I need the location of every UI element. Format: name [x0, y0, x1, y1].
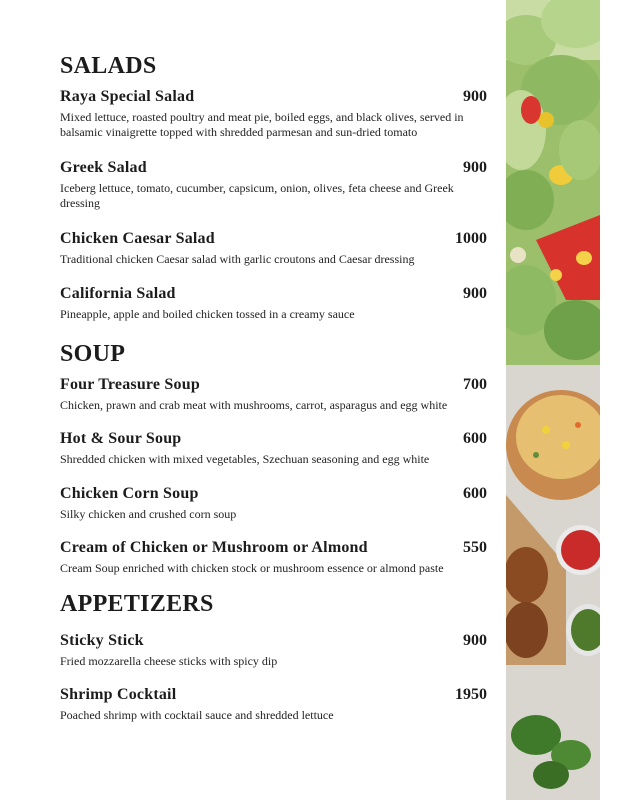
- section-title-salads: SALADS: [60, 53, 157, 79]
- menu-item: [60, 159, 490, 211]
- item-price: 600: [463, 430, 487, 447]
- menu-item: [60, 539, 490, 576]
- item-description: Silky chicken and crushed corn soup: [60, 507, 237, 521]
- item-description: Traditional chicken Caesar salad with garlic croutons and Caesar dressing: [60, 252, 415, 266]
- section-title-soup: SOUP: [60, 341, 126, 367]
- menu-item: [60, 686, 490, 723]
- item-description: Mixed lettuce, roasted poultry and meat pie, boiled eggs, and black olives, served in balsamic vinaigrette topped with shredded parmesan and sun-dried tomato: [60, 110, 464, 139]
- menu-item: [60, 485, 490, 522]
- menu-item: [60, 285, 490, 322]
- salad-photo: [506, 0, 600, 365]
- soup-and-appetizers-photo: [506, 365, 600, 800]
- item-price: 900: [463, 632, 487, 649]
- item-price: 550: [463, 539, 487, 556]
- item-description: Chicken, prawn and crab meat with mushrooms, carrot, asparagus and egg white: [60, 398, 448, 412]
- item-name: Hot & Sour Soup: [60, 430, 182, 447]
- section-title-appetizers: APPETIZERS: [60, 591, 214, 617]
- menu-item: [60, 230, 490, 267]
- item-name: Shrimp Cocktail: [60, 686, 177, 703]
- item-name: Sticky Stick: [60, 632, 144, 649]
- menu-item: [60, 430, 490, 467]
- item-name: Greek Salad: [60, 159, 147, 176]
- item-price: 900: [463, 159, 487, 176]
- item-name: Chicken Caesar Salad: [60, 230, 215, 247]
- item-price: 1000: [455, 230, 487, 247]
- item-name: Four Treasure Soup: [60, 376, 200, 393]
- food-photo-strip: [506, 0, 600, 800]
- item-price: 900: [463, 285, 487, 302]
- menu-item: [60, 376, 490, 413]
- item-description: Cream Soup enriched with chicken stock or mushroom essence or almond paste: [60, 561, 444, 575]
- item-description: Iceberg lettuce, tomato, cucumber, capsicum, onion, olives, feta cheese and Greek dressing: [60, 181, 454, 210]
- item-description: Fried mozzarella cheese sticks with spicy dip: [60, 654, 278, 668]
- item-name: Cream of Chicken or Mushroom or Almond: [60, 539, 368, 556]
- item-description: Shredded chicken with mixed vegetables, Szechuan seasoning and egg white: [60, 452, 430, 466]
- item-price: 600: [463, 485, 487, 502]
- item-price: 700: [463, 376, 487, 393]
- menu-item: [60, 88, 490, 140]
- item-description: Poached shrimp with cocktail sauce and shredded lettuce: [60, 708, 334, 722]
- item-name: Raya Special Salad: [60, 88, 195, 105]
- item-price: 1950: [455, 686, 487, 703]
- item-name: California Salad: [60, 285, 176, 302]
- item-description: Pineapple, apple and boiled chicken tossed in a creamy sauce: [60, 307, 355, 321]
- menu-item: [60, 632, 490, 669]
- item-name: Chicken Corn Soup: [60, 485, 199, 502]
- item-price: 900: [463, 88, 487, 105]
